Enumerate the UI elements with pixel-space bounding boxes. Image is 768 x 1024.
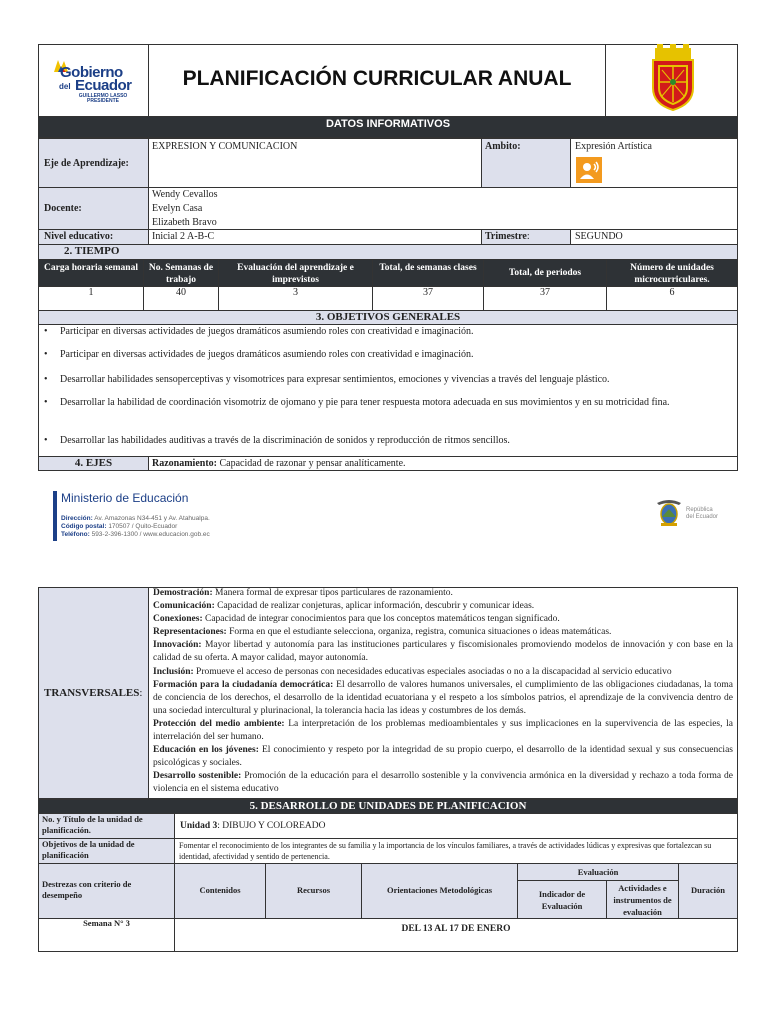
- objetivo-4: • Desarrollar la habilidad de coordinación visomotriz de ojomano y pie para tener respuesta motora adecuada en sus movimientos y en su motricidad fina.: [60, 396, 732, 410]
- ejes-value: [152, 458, 406, 469]
- transversal-4-text: Forma en que el estudiante selecciona, organiza, registra, comunica situaciones o ideas matemáticas.: [229, 627, 612, 638]
- footer-address: [61, 515, 210, 539]
- unidades-title: 5. DESARROLLO DE UNIDADES DE PLANIFICACION: [38, 799, 738, 814]
- indicador-header: Indicador de Evaluación: [517, 880, 607, 919]
- objetivos-title: 3. OBJETIVOS GENERALES: [38, 310, 738, 325]
- unidad-label: No. y Título de la unidad de planificación.: [42, 814, 143, 835]
- transversal-9-text: El conocimiento y respeto por la integridad de su propio cuerpo, el desarrollo de la identidad sexual y sus consecuencias psicológicas y sociales.: [153, 745, 733, 769]
- transversal-7: [153, 679, 733, 718]
- footer-bar: [53, 491, 57, 541]
- tiempo-value-2: 40: [143, 286, 219, 311]
- transversal-10-term: Desarrollo sostenible:: [153, 771, 242, 782]
- eje-value: EXPRESION Y COMUNICACION: [152, 141, 298, 152]
- transversal-4-term: Representaciones:: [153, 627, 227, 638]
- duracion-header: Duración: [678, 863, 738, 919]
- objetivo-3: • Desarrollar habilidades sensoperceptivas y visomotrices para expresar sentimientos, emociones y vivencias a través del lenguaje plástico.: [60, 373, 730, 387]
- recursos-header: Recursos: [265, 863, 362, 919]
- transversal-8-text: La interpretación de los problemas medioambientales y sus implicaciones en la supervivencia de las especies, la interrelación del ser humano.: [153, 718, 733, 743]
- footer-telefono-label: Teléfono:: [61, 531, 90, 538]
- ministry-name: Ministerio de Educación: [61, 491, 189, 505]
- footer-direccion-text: Av. Amazonas N34-451 y Av. Atahualpa.: [94, 515, 210, 522]
- fecha-label: DEL 13 AL 17 DE ENERO: [401, 924, 511, 934]
- transversales-label: TRANSVERSALES:: [44, 687, 143, 699]
- republica-1: República: [686, 507, 713, 513]
- art-expression-icon: [576, 157, 602, 183]
- trimestre-label: Trimestre:: [485, 231, 530, 242]
- logo-gobierno: Gobierno: [60, 64, 123, 81]
- footer-postal-text: 170507 / Quito-Ecuador: [108, 523, 178, 530]
- logo-lasso: GUILLERMO LASSO: [78, 93, 128, 99]
- tiempo-header-6: Número de unidades microcurriculares.: [606, 259, 738, 287]
- destrezas-header: Destrezas con criterio de desempeño: [42, 879, 132, 900]
- transversal-6-text: Promueve el acceso de personas con necesidades educativas especiales asociadas o no a la discapacidad al servicio educativo: [196, 666, 672, 677]
- footer-direccion-label: Dirección:: [61, 515, 93, 522]
- unidad-text: : DIBUJO Y COLOREADO: [217, 821, 326, 831]
- transversales-list: [153, 587, 733, 797]
- footer-postal: [61, 523, 210, 531]
- nivel-value: Inicial 2 A-B-C: [152, 231, 215, 242]
- transversal-9-term: Educación en los jóvenes:: [153, 745, 259, 756]
- tiempo-header-1: Carga horaria semanal: [38, 259, 144, 287]
- docente-value-cell: [148, 187, 738, 230]
- footer-telefono-text: 593-2-396-1300 / www.educacion.gob.ec: [91, 531, 210, 538]
- transversal-3: [153, 613, 733, 626]
- transversal-8: [153, 718, 733, 744]
- evaluacion-header: Evaluación: [517, 863, 679, 881]
- page-title: PLANIFICACIÓN CURRICULAR ANUAL: [182, 67, 572, 90]
- tiempo-value-1: 1: [38, 286, 144, 311]
- footer-direccion: [61, 515, 210, 523]
- transversal-10: [153, 770, 733, 796]
- nivel-label: Nivel educativo:: [44, 231, 114, 242]
- datos-title: DATOS INFORMATIVOS: [38, 116, 738, 138]
- ambito-value: Expresión Artística: [575, 141, 652, 152]
- contenidos-header: Contenidos: [174, 863, 266, 919]
- transversal-1-term: Demostración:: [153, 588, 213, 598]
- semana-label: Semana N° 3: [83, 918, 130, 928]
- transversal-4: [153, 626, 733, 639]
- objetivo-5: • Desarrollar las habilidades auditivas a través de la discriminación de sonidos y reproducción de ritmos sencillos.: [60, 434, 730, 448]
- transversales-label-text: TRANSVERSALES: [44, 687, 140, 699]
- unidad-term: Unidad 3: [180, 821, 218, 831]
- transversal-3-term: Conexiones:: [153, 614, 203, 625]
- transversal-10-text: Promoción de la educación para el desarrollo sostenible y la convivencia armónica en la diversidad y rechazo a toda forma de violencia en el sistema educativo: [153, 771, 733, 795]
- logo-del: del: [59, 82, 71, 91]
- transversal-2-text: Capacidad de realizar conjeturas, aplicar información, descubrir y comunicar ideas.: [217, 601, 535, 612]
- transversal-1: [153, 587, 733, 600]
- ejes-label: 4. EJES: [38, 456, 149, 471]
- docente-1: Wendy Cevallos: [152, 189, 218, 200]
- transversal-7-term: Formación para la ciudadanía democrática:: [153, 679, 334, 690]
- tiempo-value-6: 6: [606, 286, 738, 311]
- transversal-5-term: Innovación:: [153, 640, 202, 651]
- ambito-label: Ambito:: [485, 141, 521, 152]
- unidad-value: [180, 821, 326, 831]
- transversal-1-text: Manera formal de expresar tipos particulares de razonamiento.: [215, 588, 453, 598]
- objetivo-1: • Participar en diversas actividades de juegos dramáticos asumiendo roles con creatividad e imaginación.: [60, 325, 730, 339]
- transversal-5: [153, 639, 733, 665]
- coat-of-arms-icon: [649, 44, 697, 112]
- transversal-2: [153, 600, 733, 613]
- ejes-text: Capacidad de razonar y pensar analíticamente.: [219, 458, 406, 469]
- gobierno-logo: [50, 58, 142, 104]
- objetivos-unidad-value: Fomentar el reconocimiento de los integrantes de su familia y la importancia de los vínculos familiares, a través de actividades lúdicas y expresivas que fortalezcan su identidad, afectividad y sentido de pertenencia.: [179, 841, 712, 861]
- transversal-6: [153, 666, 733, 679]
- trimestre-label-text: Trimestre: [485, 231, 527, 242]
- transversal-8-term: Protección del medio ambiente:: [153, 718, 285, 729]
- transversal-2-term: Comunicación:: [153, 601, 215, 612]
- orientaciones-header: Orientaciones Metodológicas: [361, 863, 518, 919]
- tiempo-header-2: No. Semanas de trabajo: [143, 259, 219, 287]
- actividades-header: Actividades e instrumentos de evaluación: [606, 880, 679, 919]
- tiempo-header-3: Evaluación del aprendizaje e imprevistos: [218, 259, 373, 287]
- tiempo-value-3: 3: [218, 286, 373, 311]
- objetivos-unidad-label: Objetivos de la unidad de planificación: [42, 839, 135, 860]
- transversal-6-term: Inclusión:: [153, 666, 194, 677]
- tiempo-header-4: Total, de semanas clases: [372, 259, 484, 287]
- ecuador-shield-icon: [655, 497, 683, 527]
- transversal-5-text: Mayor libertad y autonomía para las instituciones particulares y fiscomisionales promoviendo modelos de innovación y con base en la calidad de su oferta. A mayor calidad, mayor autonomía.: [153, 640, 734, 664]
- logo-presidente: PRESIDENTE: [87, 98, 119, 104]
- footer-postal-label: Código postal:: [61, 523, 107, 530]
- tiempo-value-4: 37: [372, 286, 484, 311]
- tiempo-header-5: Total, de periodos: [483, 259, 607, 287]
- tiempo-title: 2. TIEMPO: [64, 245, 120, 257]
- docente-label: Docente:: [44, 203, 82, 214]
- logo-ecuador: Ecuador: [75, 77, 132, 94]
- republica-2: del Ecuador: [686, 514, 719, 520]
- objetivo-2: • Participar en diversas actividades de juegos dramáticos asumiendo roles con creatividad e imaginación.: [60, 348, 730, 362]
- tiempo-title-cell: [38, 244, 738, 260]
- ejes-term: Razonamiento:: [152, 458, 217, 469]
- docente-2: Evelyn Casa: [152, 203, 203, 214]
- transversal-3-text: Capacidad de integrar conocimientos para que los conceptos matemáticos tengan significado.: [205, 614, 560, 625]
- docente-3: Elizabeth Bravo: [152, 217, 217, 228]
- transversal-7-text: El desarrollo de valores humanos universales, el cumplimiento de las obligaciones ciudadanas, la toma de conciencia de los derechos, el desarrollo de la identidad ecuatoriana y el respeto a los símbolos patrios, el aprendizaje de la convivencia dentro de una sociedad intercultural y plurinacional, la tolerancia hacia las ideas y costumbres de los demás.: [153, 679, 734, 716]
- trimestre-value: SEGUNDO: [575, 231, 623, 242]
- footer-telefono: [61, 531, 210, 539]
- tiempo-value-5: 37: [483, 286, 607, 311]
- eje-label: Eje de Aprendizaje:: [44, 158, 129, 169]
- transversal-9: [153, 744, 733, 770]
